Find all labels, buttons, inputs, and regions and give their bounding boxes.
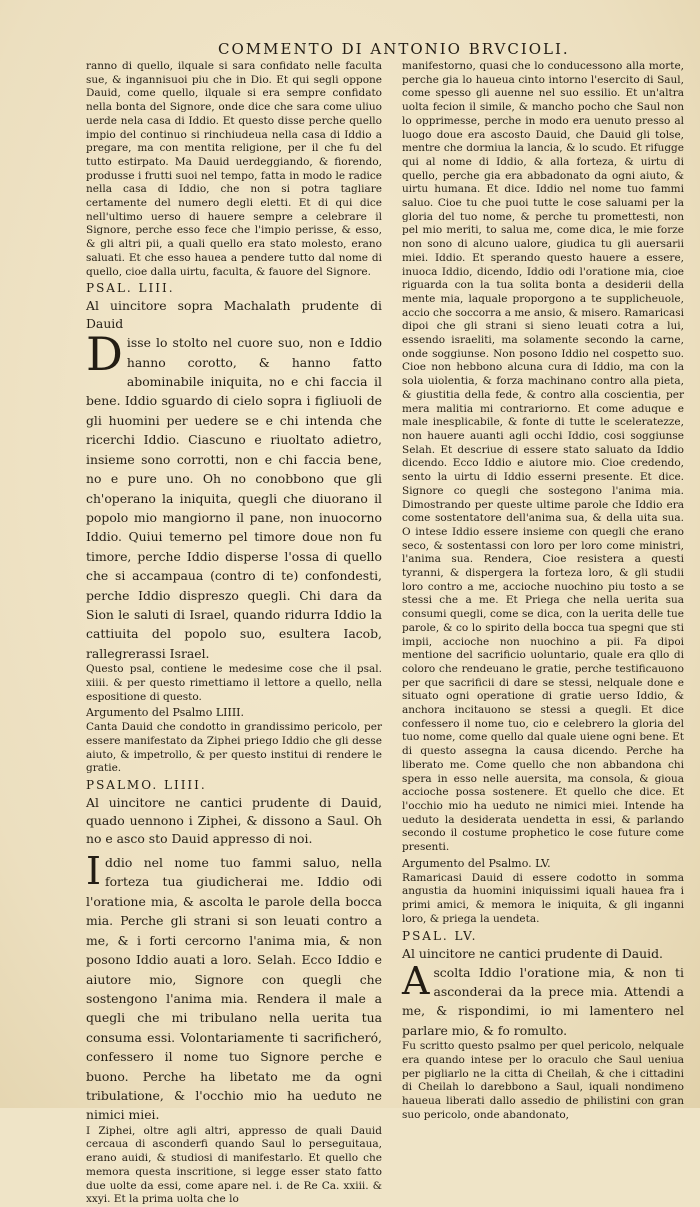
running-head: COMMENTO DI ANTONIO BRVCIOLI. bbox=[218, 40, 570, 58]
psalm-heading: PSAL. LV. bbox=[402, 928, 478, 943]
drop-cap: I bbox=[86, 849, 102, 894]
psalm-text-body: scolta Iddio l'oratione mia, & non ti asconderai da la prece mia. Attendi a me, & rispondimi, io mi lamentero nel parlare mio, & fo romulto. bbox=[402, 964, 684, 1038]
psalm-superscription: Al uincitore ne cantici prudente di Dauid. bbox=[402, 945, 663, 961]
commentary-paragraph: ranno di quello, ilquale si sara confidato nelle faculta sue, & ingannisuoi piu che in Dio. Et qui segli oppone Dauid, come quello, ilquale si era sempre confidato nella bonta del Signore, onde dice che sara come uliuo uerde nela casa di Iddio. Et questo disse perche quello impio del continuo si rinchiudeua nella casa di Iddio a pregare, ma con mentita religione, per il che fu del tutto estirpato. Ma Dauid uerdeggiando, & fiorendo, produsse i frutti suoi nel tempo, fatta in modo le radice nella casa di Iddio, che non si potra tagliare certamente del numero degli eletti. Et di qui dice nell'ultimo uerso di hauere sempre a celebrare il Signore, perche esso fece che l'impio perisse, & esso, & gli altri pii, a quali quello era stato molesto, erano saluati. Et che esso hauea a pendere tutto dal nome di quello, cioe dalla uirtu, faculta, & fauore del Signore. bbox=[86, 60, 382, 278]
psalm-text bbox=[402, 958, 684, 1041]
argument-heading: Argumento del Psalmo. LV. bbox=[402, 856, 551, 870]
commentary-paragraph: I Ziphei, oltre agli altri, appresso de quali Dauid cercaua di asconderfi quando Saul lo perseguitaua, erano auidi, & studiosi di manifestarlo. Et quello che memora questa inscritione, si legge esser stato fatto due uolte da essi, come apare nel. i. de Re Ca. xxiii. & xxyi. Et la prima uolta che lo bbox=[86, 1124, 382, 1206]
argument-text: Canta Dauid che condotto in grandissimo pericolo, per essere manifestato da Ziphei priego Iddio che gli desse aiuto, & impetrollo, & per questo institui di rendere le gratie. bbox=[86, 721, 382, 775]
psalm-superscription: Al uincitore sopra Machalath prudente di Dauid bbox=[86, 298, 382, 332]
drop-cap: A bbox=[402, 958, 430, 1003]
right-column bbox=[402, 60, 684, 1122]
drop-cap: D bbox=[86, 327, 123, 382]
psalm-text bbox=[86, 327, 382, 663]
psalm-text-body: ddio nel nome tuo fammi saluo, nella forteza tua giudicherai me. Iddio odi l'oratione mia, & ascolta le parole della bocca mia. Perche gli strani si son leuati contro a me, & i forti cercorno l'anima mia, & non posono Iddio auati a loro. Selah. Ecco Iddio e aiutore mio, Signore con quegli che sostengono l'anima mia. Rendera il male a quegli che mi tribulano nella uerita tua consuma essi. Volontariamente ti sacrificheró, confessero il nome tuo Signore perche e buono. Perche ha libetato me da ogni tribulatione, & l'occhio mio ha ueduto ne nimici miei. bbox=[86, 855, 382, 1123]
psalm-note: Questo psal, contiene le medesime cose che il psal. xiiii. & per questo rimettiamo il lettore a quello, nella espositione di questo. bbox=[86, 663, 382, 703]
psalm-superscription: Al uincitore ne cantici prudente di Dauid, quado uennono i Ziphei, & dissono a Saul. Oh no e asco sto Dauid appresso di noi. bbox=[86, 795, 382, 847]
psalm-heading: PSAL. LIII. bbox=[86, 281, 175, 296]
psalm-heading: PSALMO. LIIII. bbox=[86, 778, 207, 793]
commentary-paragraph: Fu scritto questo psalmo per quel pericolo, nelquale era quando intese per lo oraculo che Saul ueniua per pigliarlo ne la citta di Cheilah, & che i cittadini di Cheilah lo darebbono a Saul, iquali nondimeno haueua liberati dallo assedio de philistini con gran suo pericolo, onde abandonato, bbox=[402, 1040, 684, 1121]
left-column bbox=[86, 60, 382, 1207]
argument-heading: Argumento del Psalmo LIIII. bbox=[86, 706, 245, 720]
psalm-text-body: isse lo stolto nel cuore suo, non e Iddio hanno corotto, & hanno fatto abominabile iniquita, no e chi faccia il bene. Iddio sguardo di cielo sopra i figliuoli de gli huomini per uedere se e chi intenda che ricerchi Iddio. Ciascuno e riuoltato adietro, insieme sono corrotti, non e chi faccia bene, no e pure uno. Oh no conobbono que gli ch'operano la iniquita, quegli che diuorano il popolo mio mangiorno il pane, non inuocorno Iddio. Quiui temerno pel timore doue non fu timore, perche Iddio disperse l'ossa di quello che si accampaua (contro di te) confondesti, perche Iddio dispreszo quegli. Chi dara da Sion le saluti di Israel, quando ridurra Iddio la cattiuita del popolo suo, esultera Iacob, rallegrerassi Israel. bbox=[86, 335, 382, 661]
commentary-paragraph: manifestorno, quasi che lo conducessono alla morte, perche gia lo haueua cinto intorno l'esercito di Saul, come spesso gli auenne nel suo essilio. Et un'altra uolta fecion il simile, & mancho pocho che Saul non lo opprimesse, perche in modo era uenuto presso al luogo doue era ascosto Dauid, che Dauid gli tolse, mentre che dormiua la lancia, & lo scudo. Et rifugge qui al nome di Iddio, & alla forteza, & uirtu di quello, perche gia era abbadonato da ogni aiuto, & uirtu humana. Et dice. Iddio nel nome tuo fammi saluo. Cioe tu che puoi tutte le cose saluami per la gloria del tuo nome, & perche tu promettesti, non pel mio meriti, to salua me, come dica, le mie forze non sono di alcuno ualore, giudica tu gli auersarii miei. Iddio. Et sperando questo hauere a essere, inuoca Iddio, dicendo, Iddio odi l'oratione mia, cioe riguarda con la tua solita bonta a desiderii della mente mia, laquale proporgono a te supplicheuole, accio che soccorra a me ansio, & misero. Ramaricasi dipoi che gli strani si sieno leuati cotra a lui, essendo israeliti, ma solamente secondo la carne, onde soggiunse. Non posono Iddio nel cospetto suo. Cioe non hebbono alcuna cura di Iddio, ma con la sola uiolentia, & forza machinano contro alla pieta, & giustitia della fede, & contro alla coscientia, per mera malitia mi contrariorno. Et come aduque e male inesplicabile, & fonte di tutte le sceleratezze, non hauere auanti agli occhi Iddio, cosi soggiunse Selah. Et descriue di essere stato saluato da Iddio dicendo. Ecco Iddio e aiutore mio. Cioe credendo, sento la uirtu di Iddio esserni presente. Et dice. Signore co quegli che sostegono l'anima mia. Dimostrando per queste ultime parole che Iddio era come sostentatore dell'anima sua, & della uita sua. O intese Iddio essere insieme con quegli che erano seco, & sostentassi con loro per loro come ministri, l'anima sua. Rendera, Cioe resistera a questi tyranni, & dispergera la forteza loro, & gli studii loro contro a me, accioche nuochino piu tosto a se stessi che a me. Et Priega che nella uerita sua consumi quegli, come se dica, con la uerita delle tue parole, & co lo spirito della bocca tua spegni que sti impii, accioche non nuochino a pii. Fa dipoi mentione del sacrificio uoluntario, quale era qllo di coloro che rendeuano le gratie, perche testificauono per que sacrificii di dare se stessi, nelquale done e situato ogni operatione di gratie uerso Iddio, & anchora incitauono se stessi a quegli. Et dice confessero il nome tuo, cio e celebrero la gloria del tuo nome, come quello dal quale uiene ogni bene. Et di questo assegna la causa dicendo. Perche ha liberato me. Come quello che non abbandona chi spera in esso nelle auersita, ma consola, & gioua accioche possa sostenere. Et quello che dice. Et l'occhio mio ha ueduto ne nimici miei. Intende ha ueduto la desiderata uendetta in essi, & parlando secondo il costume prophetico le cose future come presenti. bbox=[402, 60, 684, 854]
psalm-text bbox=[86, 849, 382, 1125]
argument-text: Ramaricasi Dauid di essere codotto in somma angustia da huomini iniquissimi iquali hauea fra i primi amici, & memora le iniquita, & gli inganni loro, & priega la uendeta. bbox=[402, 871, 684, 925]
